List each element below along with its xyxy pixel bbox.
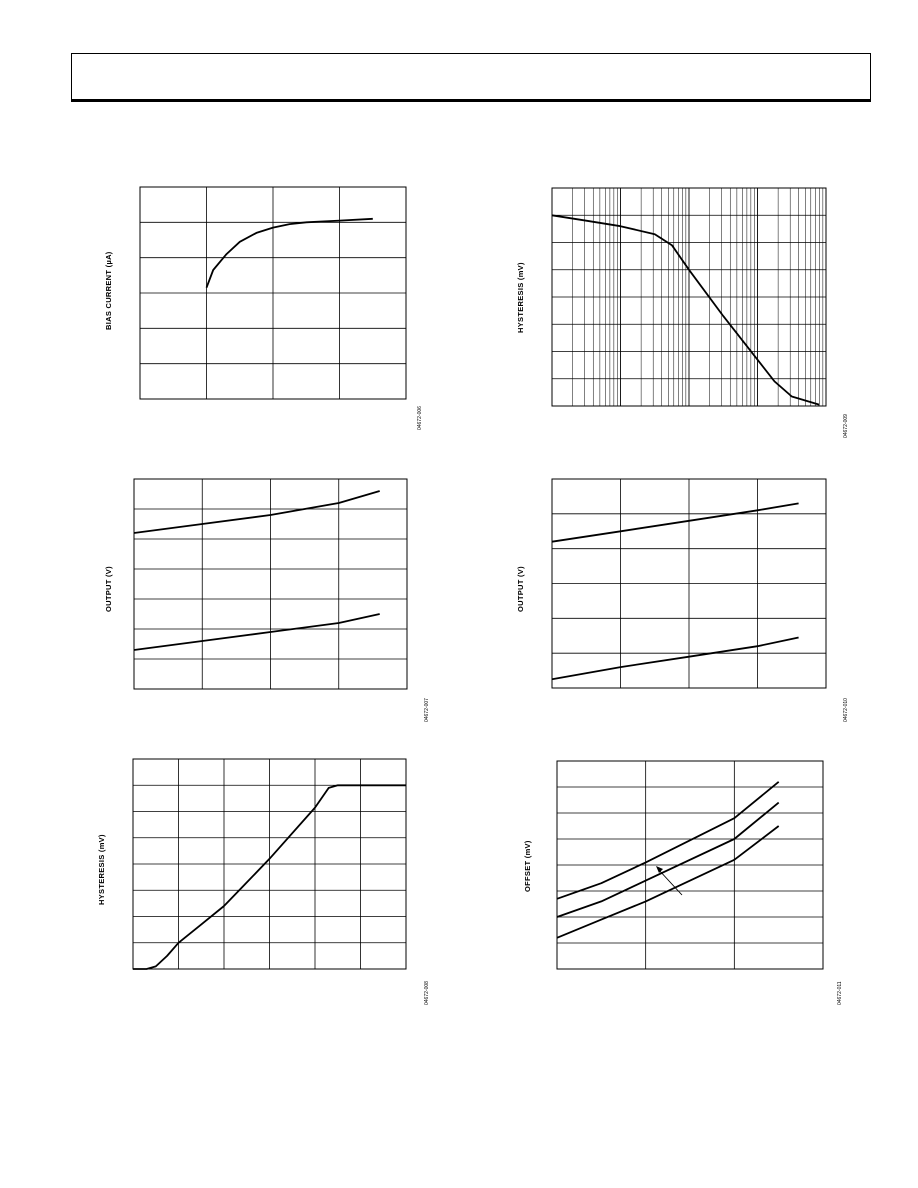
y-axis-label: HYSTERESIS (mV)	[516, 262, 525, 333]
chart-output-left	[100, 472, 440, 727]
chart-output-right	[510, 472, 855, 727]
chart-bias-current-plot	[100, 180, 440, 440]
chart-output-right-plot	[510, 472, 855, 727]
series-line-1	[207, 219, 373, 288]
chart-hysteresis-linear	[95, 750, 440, 1010]
series-line-1	[134, 491, 380, 533]
y-axis-label: OUTPUT (V)	[516, 566, 525, 612]
page-header-box	[71, 53, 871, 102]
figure-code: 04672-009	[843, 414, 849, 438]
series-line-1	[557, 782, 779, 899]
chart-bias-current	[100, 180, 440, 440]
series-line-1	[552, 215, 819, 404]
chart-offset-plot	[515, 750, 855, 1010]
y-axis-label: OUTPUT (V)	[104, 566, 113, 612]
series-line-2	[552, 638, 799, 680]
series-line-2	[134, 614, 380, 650]
series-line-3	[557, 826, 779, 938]
chart-hysteresis-linear-plot	[95, 750, 440, 1010]
series-line-2	[557, 803, 779, 917]
figure-code: 04672-010	[843, 698, 849, 722]
figure-code: 04672-007	[424, 698, 430, 722]
chart-hysteresis-log-plot	[510, 180, 855, 445]
figure-code: 04672-006	[417, 406, 423, 430]
y-axis-label: BIAS CURRENT (µA)	[104, 251, 113, 330]
y-axis-label: HYSTERESIS (mV)	[97, 834, 106, 905]
y-axis-label: OFFSET (mV)	[523, 840, 532, 892]
annotation-arrowhead	[656, 866, 663, 873]
chart-hysteresis-log	[510, 180, 855, 445]
chart-output-left-plot	[100, 472, 440, 727]
figure-code: 04672-008	[424, 981, 430, 1005]
figure-code: 04672-011	[837, 981, 843, 1005]
chart-offset	[515, 750, 855, 1010]
series-line-1	[552, 503, 799, 541]
